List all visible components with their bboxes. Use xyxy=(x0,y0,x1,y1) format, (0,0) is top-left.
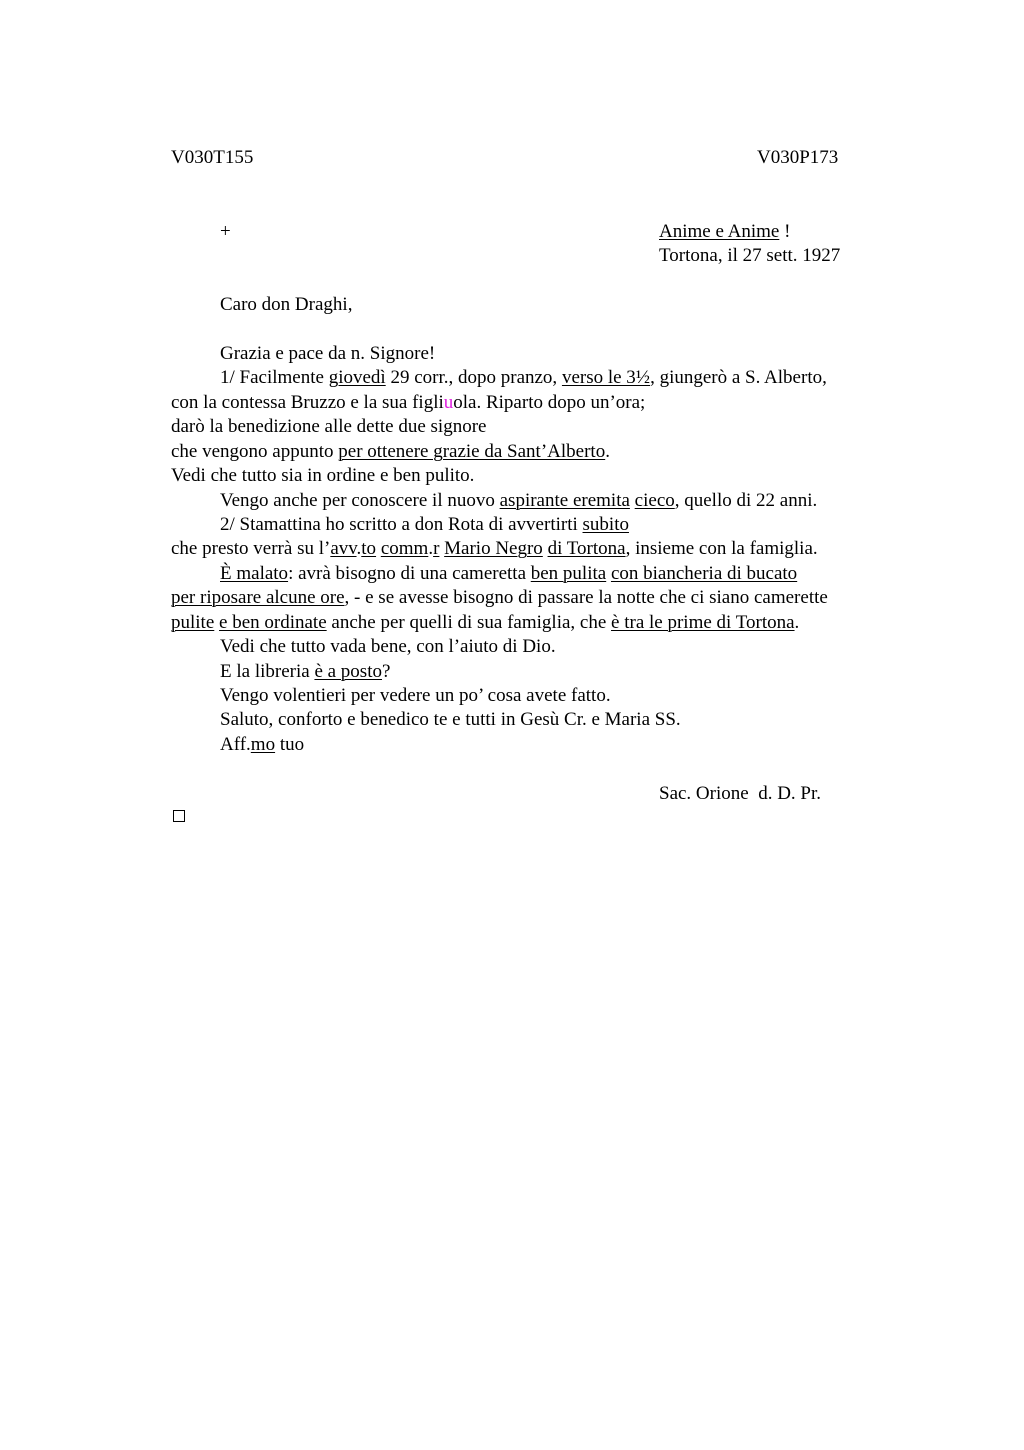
letter-line: Vedi che tutto vada bene, con l’aiuto di Dio. xyxy=(220,636,556,657)
letter-line: per riposare alcune ore, - e se avesse bisogno di passare la notte che ci siano camerette xyxy=(171,587,828,608)
letter-line: che vengono appunto per ottenere grazie da Sant’Alberto. xyxy=(171,441,610,462)
correction-mark: u xyxy=(443,392,454,413)
letter-line: con la contessa Bruzzo e la sua figliuola. Riparto dopo un’ora; xyxy=(171,392,646,413)
cross-symbol: + xyxy=(220,221,231,242)
letter-line: E la libreria è a posto? xyxy=(220,661,391,682)
letter-line: 1/ Facilmente giovedì 29 corr., dopo pranzo, verso le 3½, giungerò a S. Alberto, xyxy=(220,367,827,388)
letter-line: Saluto, conforto e benedico te e tutti in Gesù Cr. e Maria SS. xyxy=(220,709,681,730)
letter-line: Vedi che tutto sia in ordine e ben pulito. xyxy=(171,465,475,486)
letter-line: pulite e ben ordinate anche per quelli di sua famiglia, che è tra le prime di Tortona. xyxy=(171,612,800,633)
letter-line: 2/ Stamattina ho scritto a don Rota di avvertirti subito xyxy=(220,514,629,535)
signature: Sac. Orione d. D. Pr. xyxy=(659,783,822,804)
page-code-right: V030P173 xyxy=(757,147,839,168)
letter-line: Vengo volentieri per vedere un po’ cosa avete fatto. xyxy=(220,685,611,706)
motto xyxy=(659,220,790,244)
letter-line: È malato: avrà bisogno di una cameretta ben pulita con biancheria di bucato xyxy=(220,563,798,584)
salutation: Caro don Draghi, xyxy=(220,294,353,315)
checkbox-square xyxy=(173,810,185,822)
letter-line: darò la benedizione alle dette due signore xyxy=(171,416,487,437)
document-code-left: V030T155 xyxy=(171,147,254,168)
letter-line: che presto verrà su l’avv.to comm.r Mario Negro di Tortona, insieme con la famiglia. xyxy=(171,538,818,559)
letter-line: Vengo anche per conoscere il nuovo aspirante eremita cieco, quello di 22 anni. xyxy=(220,490,818,511)
date-line: Tortona, il 27 sett. 1927 xyxy=(659,245,841,266)
motto-underlined: Anime e Anime xyxy=(659,221,780,242)
motto-rest: ! xyxy=(779,221,791,242)
letter-line: Grazia e pace da n. Signore! xyxy=(220,343,436,364)
closing: Aff.mo tuo xyxy=(220,734,305,755)
